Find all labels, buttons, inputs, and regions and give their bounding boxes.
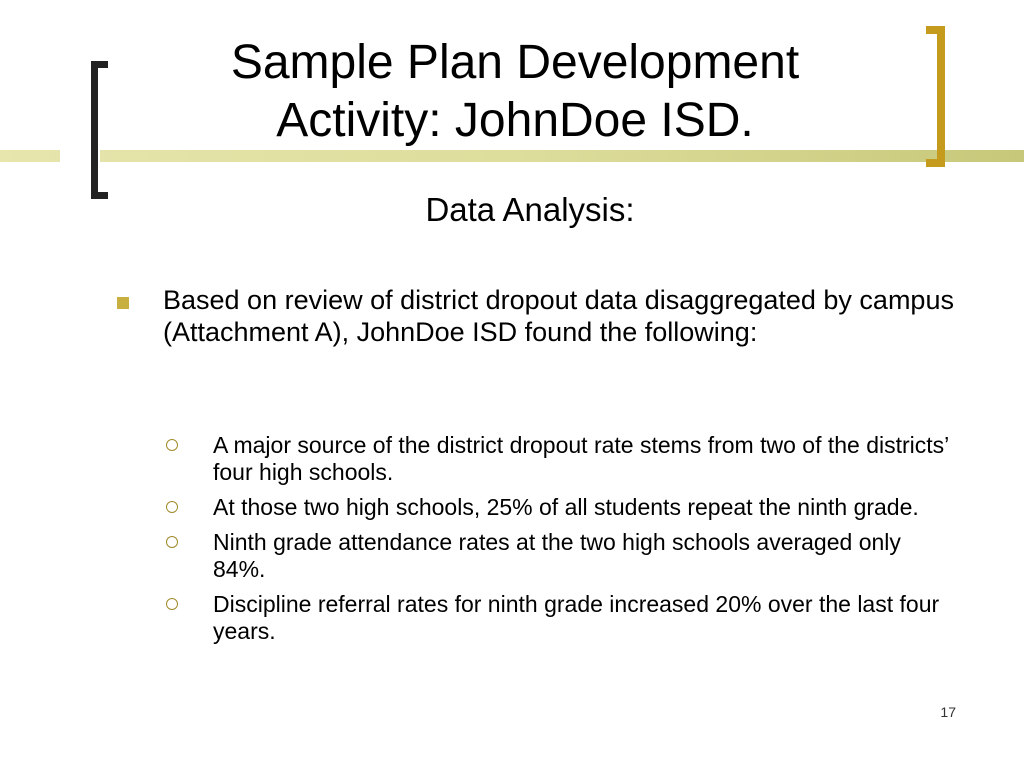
circle-bullet-icon: [166, 536, 178, 548]
slide-title-line-2: Activity: JohnDoe ISD.: [276, 94, 754, 147]
sub-bullet-item: [164, 494, 954, 521]
sub-bullet-text: A major source of the district dropout rate stems from two of the districts’ four high schools.: [213, 432, 949, 485]
sub-bullet-text: At those two high schools, 25% of all students repeat the ninth grade.: [213, 494, 919, 520]
right-bracket-decoration: [926, 26, 945, 167]
sub-bullet-text: Discipline referral rates for ninth grade increased 20% over the last four years.: [213, 591, 940, 644]
page-number: 17: [940, 704, 956, 720]
sub-bullet-item: [164, 591, 954, 645]
title-underline-bar: [0, 150, 1024, 162]
sub-bullet-list: [164, 432, 954, 653]
main-bullet-text: Based on review of district dropout data disaggregated by campus (Attachment A), JohnDoe ISD found the following:: [163, 285, 954, 347]
sub-bullet-item: [164, 529, 954, 583]
left-bracket-decoration: [91, 61, 108, 199]
sub-bullet-text: Ninth grade attendance rates at the two high schools averaged only 84%.: [213, 529, 901, 582]
section-subtitle: Data Analysis:: [425, 191, 635, 228]
circle-bullet-icon: [166, 439, 178, 451]
sub-bullet-item: [164, 432, 954, 486]
circle-bullet-icon: [166, 501, 178, 513]
circle-bullet-icon: [166, 598, 178, 610]
square-bullet-icon: [117, 297, 129, 309]
slide-title-line-1: Sample Plan Development: [230, 36, 800, 89]
slide-title: [120, 34, 910, 150]
